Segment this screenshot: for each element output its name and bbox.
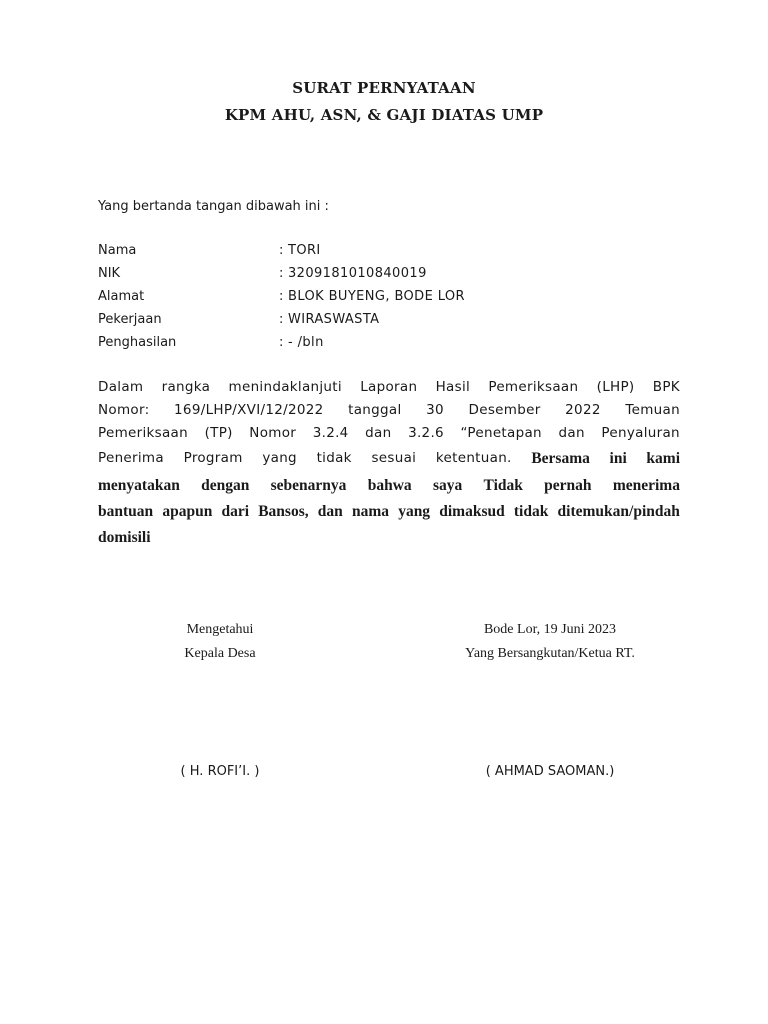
field-label: Nama <box>98 243 137 258</box>
statement-word: 3.2.6 <box>408 425 444 441</box>
document-subtitle: KPM AHU, ASN, & GAJI DIATAS UMP <box>224 106 544 124</box>
statement-word: (LHP) <box>596 379 635 395</box>
statement-word: (TP) <box>204 425 233 441</box>
statement-word: tidak <box>513 503 549 520</box>
statement-word: tidak <box>316 450 352 466</box>
statement-line <box>98 503 680 525</box>
statement-word: 3.2.4 <box>312 425 349 441</box>
statement-word: menerima <box>612 477 680 494</box>
statement-word: ini <box>609 450 627 467</box>
statement-word: 2022 <box>565 402 601 418</box>
statement-word: sebenarnya <box>270 477 347 494</box>
field-value: - /bln <box>288 335 324 350</box>
statement-word: “Penetapan <box>460 425 542 441</box>
statement-word: 30 <box>426 402 444 418</box>
field-colon: : <box>279 289 284 304</box>
field-value: 3209181010840019 <box>288 266 427 281</box>
field-nama <box>98 243 658 261</box>
field-nik <box>98 266 658 284</box>
statement-word: dan <box>317 503 343 520</box>
statement-word: bantuan <box>98 503 154 520</box>
statement-word: menyatakan <box>98 477 180 494</box>
field-alamat <box>98 289 658 307</box>
statement-word: dan <box>365 425 392 441</box>
statement-word: nama <box>351 503 390 520</box>
statement-word: Program <box>183 450 243 466</box>
statement-line <box>98 477 680 499</box>
field-label: Pekerjaan <box>98 312 162 327</box>
field-label: Penghasilan <box>98 335 177 350</box>
statement-word: Pemeriksaan <box>98 425 188 441</box>
signature-left-name: ( H. ROFI’I. ) <box>180 764 260 779</box>
field-colon: : <box>279 335 284 350</box>
statement-word: apapun <box>162 503 213 520</box>
statement-word: Desember <box>468 402 541 418</box>
statement-word: Nomor: <box>98 402 150 418</box>
statement-word: Bansos, <box>258 503 309 520</box>
field-colon: : <box>279 312 284 327</box>
statement-word: Hasil <box>435 379 471 395</box>
statement-word: Penyaluran <box>601 425 680 441</box>
statement-word: dengan <box>201 477 250 494</box>
statement-line <box>98 379 680 401</box>
statement-word: yang <box>398 503 431 520</box>
statement-line <box>98 425 680 447</box>
statement-word: Nomor <box>249 425 297 441</box>
statement-word: 169/LHP/XVI/12/2022 <box>174 402 324 418</box>
intro-text: Yang bertanda tangan dibawah ini : <box>98 199 329 214</box>
statement-word: yang <box>262 450 297 466</box>
statement-word: ketentuan. <box>435 450 512 466</box>
statement-word: dari <box>221 503 250 520</box>
field-label: NIK <box>98 266 121 281</box>
document-title: SURAT PERNYATAAN <box>292 79 476 97</box>
statement-word: menindaklanjuti <box>228 379 342 395</box>
statement-word: kami <box>646 450 680 467</box>
signature-left-caption: Mengetahui <box>186 622 254 637</box>
statement-word: BPK <box>652 379 680 395</box>
statement-word: Laporan <box>360 379 418 395</box>
field-colon: : <box>279 243 284 258</box>
statement-word: Bersama <box>531 450 590 467</box>
statement-word: rangka <box>161 379 211 395</box>
statement-word: dimaksud <box>439 503 505 520</box>
statement-word: Penerima <box>98 450 164 466</box>
statement-word: ditemukan/pindah <box>557 503 680 520</box>
field-penghasilan <box>98 335 658 353</box>
statement-word: saya <box>432 477 463 494</box>
field-value: TORI <box>288 243 321 258</box>
field-colon: : <box>279 266 284 281</box>
statement-word: dan <box>558 425 585 441</box>
statement-line <box>98 450 680 472</box>
field-pekerjaan <box>98 312 658 330</box>
statement-word: Dalam <box>98 379 144 395</box>
field-value: WIRASWASTA <box>288 312 380 327</box>
statement-word: bahwa <box>367 477 412 494</box>
signature-left-role: Kepala Desa <box>184 646 256 661</box>
statement-word: sesuai <box>371 450 417 466</box>
field-label: Alamat <box>98 289 145 304</box>
signature-right-date: Bode Lor, 19 Juni 2023 <box>483 622 617 637</box>
signature-right-role: Yang Bersangkutan/Ketua RT. <box>465 646 635 661</box>
signature-right-name: ( AHMAD SAOMAN.) <box>485 764 615 779</box>
field-value: BLOK BUYENG, BODE LOR <box>288 289 465 304</box>
statement-text: domisili <box>98 529 151 546</box>
statement-word: tanggal <box>348 402 402 418</box>
statement-word: pernah <box>544 477 592 494</box>
statement-line <box>98 402 680 424</box>
statement-word: Tidak <box>483 477 523 494</box>
statement-word: Pemeriksaan <box>488 379 579 395</box>
statement-word: Temuan <box>625 402 680 418</box>
